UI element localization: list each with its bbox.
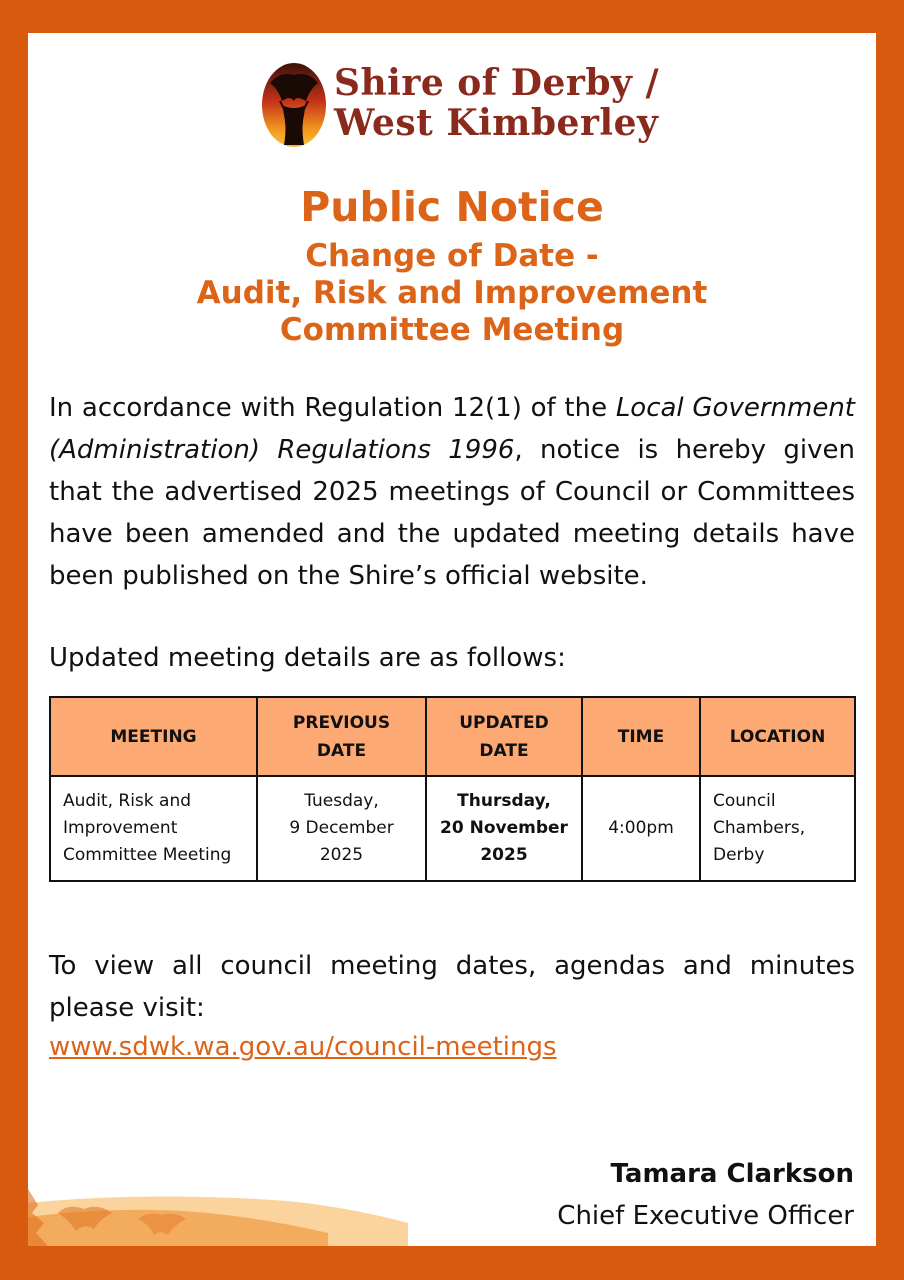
- council-meetings-link[interactable]: www.sdwk.wa.gov.au/council-meetings: [49, 1032, 557, 1062]
- subtitle-line: Change of Date -: [305, 238, 599, 274]
- notice-subtitle: [28, 238, 876, 349]
- details-intro: Updated meeting details are as follows:: [49, 643, 566, 673]
- subtitle-line: Committee Meeting: [279, 312, 625, 348]
- intro-paragraph: [49, 387, 855, 597]
- cell-meeting: Audit, Risk and Improvement Committee Meeting: [50, 776, 257, 881]
- visit-paragraph: To view all council meeting dates, agendas and minutes please visit:: [49, 951, 855, 1023]
- header-previous-date: PREVIOUS DATE: [257, 697, 426, 776]
- meeting-details-table: [49, 696, 856, 882]
- shire-name: [334, 63, 659, 143]
- signatory-name: Tamara Clarkson: [610, 1159, 854, 1189]
- notice-page: [28, 33, 876, 1246]
- shire-logo: [260, 61, 660, 151]
- baobab-tree-icon: [260, 61, 328, 149]
- shire-name-line1: Shire of Derby /: [334, 62, 660, 104]
- header-updated-date: UPDATED DATE: [426, 697, 582, 776]
- cell-time: 4:00pm: [582, 776, 700, 881]
- cell-location: Council Chambers, Derby: [700, 776, 855, 881]
- cell-previous-date: Tuesday, 9 December 2025: [257, 776, 426, 881]
- table-header-row: [50, 697, 855, 776]
- page-title: Public Notice: [300, 183, 604, 231]
- cell-updated-date: Thursday, 20 November 2025: [426, 776, 582, 881]
- header-time: TIME: [582, 697, 700, 776]
- header-location: LOCATION: [700, 697, 855, 776]
- intro-text-end: , notice is hereby given that the advertised 2025 meetings of Council or Committees have been amended and the updated meeting details have been published on the Shire’s official website.: [49, 435, 855, 591]
- signatory-title: Chief Executive Officer: [557, 1201, 854, 1231]
- header-meeting: MEETING: [50, 697, 257, 776]
- shire-name-line2: West Kimberley: [334, 102, 659, 144]
- table-row: [50, 776, 855, 881]
- subtitle-line: Audit, Risk and Improvement: [196, 275, 708, 311]
- intro-text-start: In accordance with Regulation 12(1) of the: [49, 393, 616, 423]
- regulation-title: Local Government (Administration) Regulations 1996: [49, 393, 855, 465]
